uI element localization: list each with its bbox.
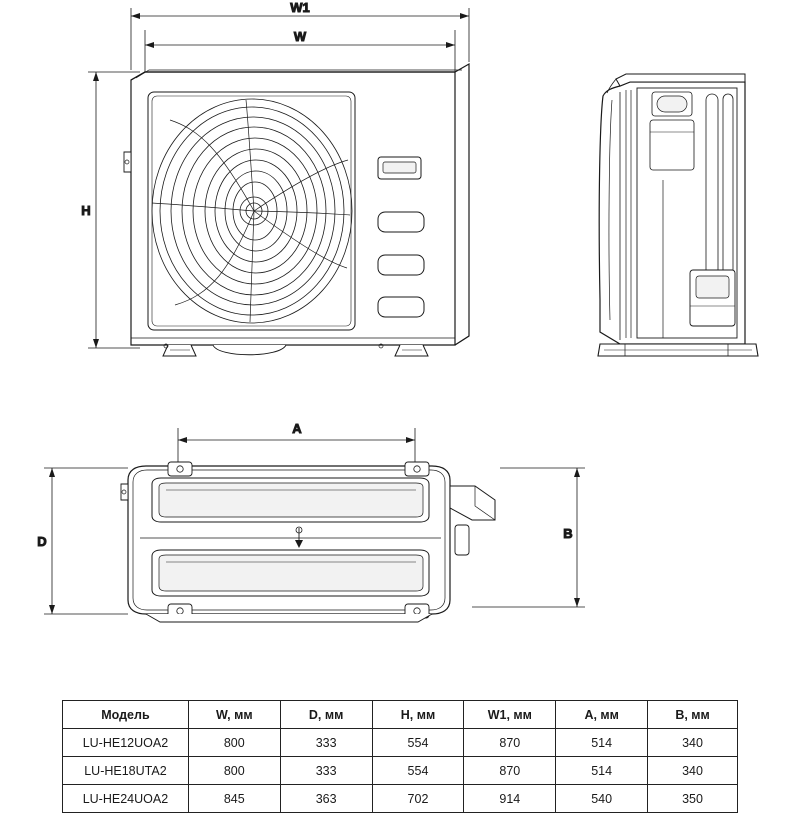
table-cell-model: LU-HE18UTA2 [63,757,189,785]
table-header-cell: W1, мм [464,701,556,729]
table-cell-model: LU-HE12UOA2 [63,729,189,757]
top-view [37,421,585,622]
table-cell: 333 [280,757,372,785]
table-header-cell: D, мм [280,701,372,729]
dim-label-h: H [81,203,91,218]
table-header-cell: A, мм [556,701,648,729]
table-header-cell: W, мм [188,701,280,729]
table-header-cell: B, мм [648,701,738,729]
table-cell: 702 [372,785,464,813]
table-cell: 540 [556,785,648,813]
table-cell: 870 [464,729,556,757]
table-cell: 350 [648,785,738,813]
table-cell: 870 [464,757,556,785]
table-cell: 333 [280,729,372,757]
table-header-cell: Модель [63,701,189,729]
table-cell: 340 [648,757,738,785]
table-cell: 914 [464,785,556,813]
table-cell-model: LU-HE24UOA2 [63,785,189,813]
table-cell: 514 [556,757,648,785]
table-header-row [63,701,738,729]
dim-label-w: W [293,29,307,44]
dim-label-a: A [292,421,302,436]
dimension-d [44,468,128,614]
table-cell: 363 [280,785,372,813]
table-cell: 554 [372,729,464,757]
dim-label-w1: W1 [290,0,310,15]
dim-label-b: B [563,526,573,541]
front-view [81,0,469,356]
table-row [63,785,738,813]
table-cell: 340 [648,729,738,757]
spec-table-container [62,700,738,813]
table-cell: 800 [188,729,280,757]
table-cell: 514 [556,729,648,757]
table-row [63,729,738,757]
table-header-cell: H, мм [372,701,464,729]
table-cell: 800 [188,757,280,785]
table-cell: 554 [372,757,464,785]
spec-table [62,700,738,813]
side-view [598,74,758,356]
table-row [63,757,738,785]
table-cell: 845 [188,785,280,813]
dim-label-d: D [37,534,47,549]
